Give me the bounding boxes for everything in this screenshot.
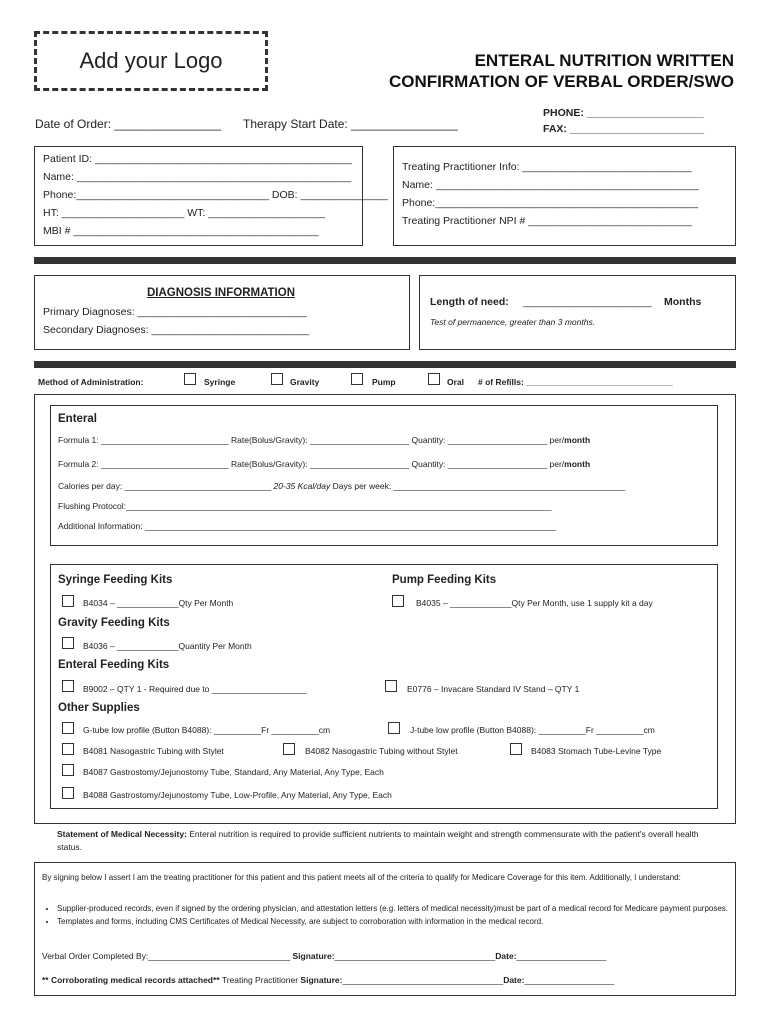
b4036-label: B4036 – _____________Quantity Per Month — [83, 641, 252, 651]
g-tube-checkbox[interactable] — [62, 722, 74, 734]
attestation-bullet-2: • Templates and forms, including CMS Certificates of Medical Necessity, are subject to corroboration with information in the medical record. — [57, 916, 733, 927]
b4035-checkbox[interactable] — [392, 595, 404, 607]
enteral-kits-title: Enteral Feeding Kits — [58, 659, 170, 671]
patient-id-field[interactable]: Patient ID: ____________________________________________ — [43, 153, 352, 165]
syringe-checkbox[interactable] — [184, 373, 196, 385]
b4035-label: B4035 – _____________Qty Per Month, use 1 supply kit a day — [416, 598, 653, 608]
b9002-checkbox[interactable] — [62, 680, 74, 692]
j-tube-checkbox[interactable] — [388, 722, 400, 734]
logo-text: Add your Logo — [79, 48, 223, 73]
j-tube-label: J-tube low profile (Button B4088): __________Fr __________cm — [410, 725, 655, 735]
e0776-label: E0776 – Invacare Standard IV Stand – QTY 1 — [407, 684, 580, 694]
divider-bar-2 — [34, 361, 736, 368]
secondary-diagnoses-field[interactable]: Secondary Diagnoses: ___________________________ — [43, 324, 310, 336]
b4083-checkbox[interactable] — [510, 743, 522, 755]
additional-info-field[interactable]: Additional Information: _______________________________________________________________________________________ — [58, 521, 557, 531]
fax-field[interactable]: FAX: _______________________ — [543, 123, 705, 135]
b9002-label: B9002 – QTY 1 - Required due to ____________________ — [83, 684, 307, 694]
length-of-need-box — [419, 275, 736, 350]
logo-placeholder — [34, 31, 268, 91]
kcal-note: 20-35 Kcal/day — [273, 481, 331, 491]
months-label: Months — [664, 296, 702, 308]
verbal-signature-field: __________________________________ — [334, 951, 496, 961]
treating-date-field: ___________________ — [524, 975, 615, 985]
b4082-label: B4082 Nasogastric Tubing without Stylet — [305, 746, 458, 756]
enteral-box — [50, 405, 718, 546]
practitioner-npi-field[interactable]: Treating Practitioner NPI # ____________________________ — [402, 215, 692, 227]
oral-checkbox[interactable] — [428, 373, 440, 385]
other-supplies-title: Other Supplies — [58, 702, 140, 714]
patient-name-field[interactable]: Name: _______________________________________________ — [43, 171, 352, 183]
treating-signature-row[interactable]: ** Corroborating medical records attached** Treating Practitioner Signature:__________________________________Date:___________________ — [42, 975, 615, 985]
medical-necessity-statement — [57, 828, 722, 854]
phone-field[interactable]: PHONE: ____________________ — [543, 107, 704, 119]
practitioner-name-field[interactable]: Name: _____________________________________________ — [402, 179, 699, 191]
verbal-order-row[interactable]: Verbal Order Completed By:______________________________ Signature:__________________________________Date:___________________ — [42, 951, 607, 961]
verbal-order-field: Verbal Order Completed By:______________________________ — [42, 951, 291, 961]
title-line-2: CONFIRMATION OF VERBAL ORDER/SWO — [388, 72, 734, 91]
length-of-need-label: Length of need: — [430, 296, 509, 308]
enteral-title: Enteral — [58, 413, 97, 425]
e0776-checkbox[interactable] — [385, 680, 397, 692]
length-of-need-field[interactable]: ______________________ — [523, 296, 652, 308]
b4034-checkbox[interactable] — [62, 595, 74, 607]
practitioner-info-field[interactable]: Treating Practitioner Info: _____________________________ — [402, 161, 692, 173]
primary-diagnoses-field[interactable]: Primary Diagnoses: _____________________________ — [43, 306, 307, 318]
practitioner-phone-field[interactable]: Phone:_____________________________________________ — [402, 197, 699, 209]
b4087-label: B4087 Gastrostomy/Jejunostomy Tube, Standard, Any Material, Any Type, Each — [83, 767, 384, 777]
form-title — [389, 50, 734, 92]
g-tube-label: G-tube low profile (Button B4088): __________Fr __________cm — [83, 725, 331, 735]
flushing-protocol-field[interactable]: Flushing Protocol:__________________________________________________________________________________________ — [58, 501, 552, 511]
b4088-label: B4088 Gastrostomy/Jejunostomy Tube, Low-Profile, Any Material, Any Type, Each — [83, 790, 392, 800]
refills-field[interactable]: # of Refills: _______________________________ — [478, 377, 673, 387]
patient-mbi-field[interactable]: MBI # __________________________________________ — [43, 225, 319, 237]
gravity-option-label: Gravity — [290, 377, 320, 387]
attestation-bullet-1: • Supplier-produced records, even if signed by the ordering physician, and attestation letters (e.g. letters of medical necessity)must be part of a medical record for Medicare payment purposes. — [57, 903, 733, 914]
title-line-1: ENTERAL NUTRITION WRITTEN — [474, 51, 734, 70]
attestation-intro: By signing below I assert I am the treating practitioner for this patient and this patient meets all of the criteria to qualify for Medicare Coverage for this item. Additionally, I understand: — [42, 873, 681, 882]
divider-bar — [34, 257, 736, 264]
b4088-checkbox[interactable] — [62, 787, 74, 799]
patient-phone-dob-field[interactable]: Phone:_________________________________ DOB: _______________ — [43, 189, 389, 201]
therapy-start-date-field[interactable]: Therapy Start Date: ________________ — [243, 117, 458, 131]
treating-signature-field: __________________________________ — [342, 975, 504, 985]
gravity-checkbox[interactable] — [271, 373, 283, 385]
verbal-date-field: ___________________ — [516, 951, 607, 961]
pump-checkbox[interactable] — [351, 373, 363, 385]
diagnosis-box — [34, 275, 410, 350]
b4087-checkbox[interactable] — [62, 764, 74, 776]
patient-info-box — [34, 146, 389, 246]
gravity-kits-title: Gravity Feeding Kits — [58, 617, 170, 629]
b4036-checkbox[interactable] — [62, 637, 74, 649]
b4081-label: B4081 Nasogastric Tubing with Stylet — [83, 746, 224, 756]
attestation-list — [35, 903, 733, 929]
calories-field[interactable]: Calories per day: _______________________________ 20-35 Kcal/day Days per week: _________________________________________________ — [58, 481, 626, 491]
method-label: Method of Administration: — [38, 377, 144, 387]
medical-necessity-label: Statement of Medical Necessity: — [57, 829, 187, 839]
formula-2-field[interactable]: Formula 2: ___________________________ Rate(Bolus/Gravity): _____________________ Quantity: _____________________ per/month — [58, 459, 591, 469]
pump-option-label: Pump — [372, 377, 396, 387]
diagnosis-title: DIAGNOSIS INFORMATION — [147, 287, 296, 299]
b4081-checkbox[interactable] — [62, 743, 74, 755]
b4083-label: B4083 Stomach Tube-Levine Type — [531, 746, 662, 756]
practitioner-info-box — [393, 146, 736, 246]
corroborating-records-note: ** Corroborating medical records attached** — [42, 975, 220, 985]
permanence-note: Test of permanence, greater than 3 months. — [430, 317, 596, 327]
attestation-box — [34, 862, 736, 996]
supplies-box — [50, 564, 718, 809]
oral-option-label: Oral — [447, 377, 465, 387]
b4034-label: B4034 – _____________Qty Per Month — [83, 598, 234, 608]
medical-necessity-text: Enteral nutrition is required to provide sufficient nutrients to maintain weight and strength commensurate with the patient's overall health status. — [57, 829, 699, 852]
syringe-kits-title: Syringe Feeding Kits — [58, 574, 173, 586]
b4082-checkbox[interactable] — [283, 743, 295, 755]
syringe-option-label: Syringe — [204, 377, 236, 387]
pump-kits-title: Pump Feeding Kits — [392, 574, 497, 586]
patient-ht-wt-field[interactable]: HT: _____________________ WT: ____________________ — [43, 207, 326, 219]
formula-1-field[interactable]: Formula 1: ___________________________ Rate(Bolus/Gravity): _____________________ Quantity: _____________________ per/month — [58, 435, 591, 445]
date-of-order-field[interactable]: Date of Order: ________________ — [35, 117, 222, 131]
